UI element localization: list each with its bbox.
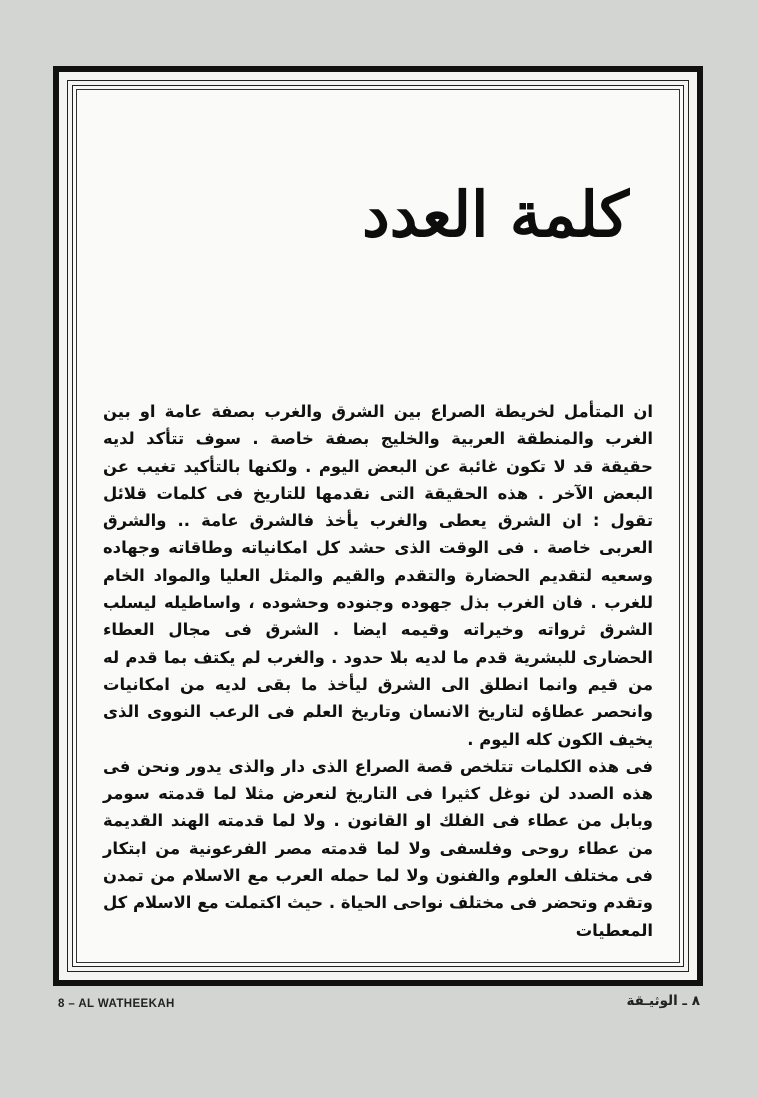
paragraph-2: فى هذه الكلمات تتلخص قصة الصراع الذى دار والذى يدور ونحن فى هذه الصدد لن نوغل كثيرا فى التاريخ لنعرض مثلا لما قدمته سومر وبابل من عطاء فى الفلك او القانون . ولا لما قدمته الهند القديمة من عطاء روحى وفلسفى ولا لما قدمته مصر الفرعونية من ابتكار فى مختلف العلوم والفنون ولا لما حمله العرب مع الاسلام من تمدن وتقدم وتحضر فى مختلف نواحى الحياة . حيث اكتملت مع الاسلام كل المعطيات [103,756,653,940]
page-border-frame [53,66,703,986]
article-body [103,398,653,944]
paragraph-1: ان المتأمل لخريطة الصراع بين الشرق والغرب بصفة عامة او بين الغرب والمنطقة العربية والخليج بصفة خاصة . سوف تتأكد لديه حقيقة قد لا تكون غائبة عن البعض اليوم . ولكنها بالتأكيد تغيب عن البعض الآخر . هذه الحقيقة التى نقدمها للتاريخ فى كلمات قلائل تقول : ان الشرق يعطى والغرب يأخذ فالشرق عامة .. والشرق العربى خاصة . فى الوقت الذى حشد كل امكانياته وطاقاته وجهاده وسعيه لتقديم الحضارة والتقدم والقيم والمثل العليا والمواد الخام للغرب . فان الغرب بذل جهوده وجنوده وحشوده ، واساطيله ليسلب الشرق ثرواته وخيراته وقيمه ايضا . الشرق فى مجال العطاء الحضارى للبشرية قدم ما لديه بلا حدود . والغرب لم يكتف بما قدم له من قيم وانما انطلق الى الشرق ليأخذ ما بقى لديه من امكانيات وانحصر عطاؤه لتاريخ الانسان وتاريخ العلم فى الرعب النووى الذى يخيف الكون كله اليوم . [103,402,653,749]
footer-page-label: 8 – AL WATHEEKAH [58,998,175,1010]
footer-page-label-arabic: ٨ ـ الوثيـقة [626,993,700,1009]
page-title: كلمة العدد [362,178,629,251]
